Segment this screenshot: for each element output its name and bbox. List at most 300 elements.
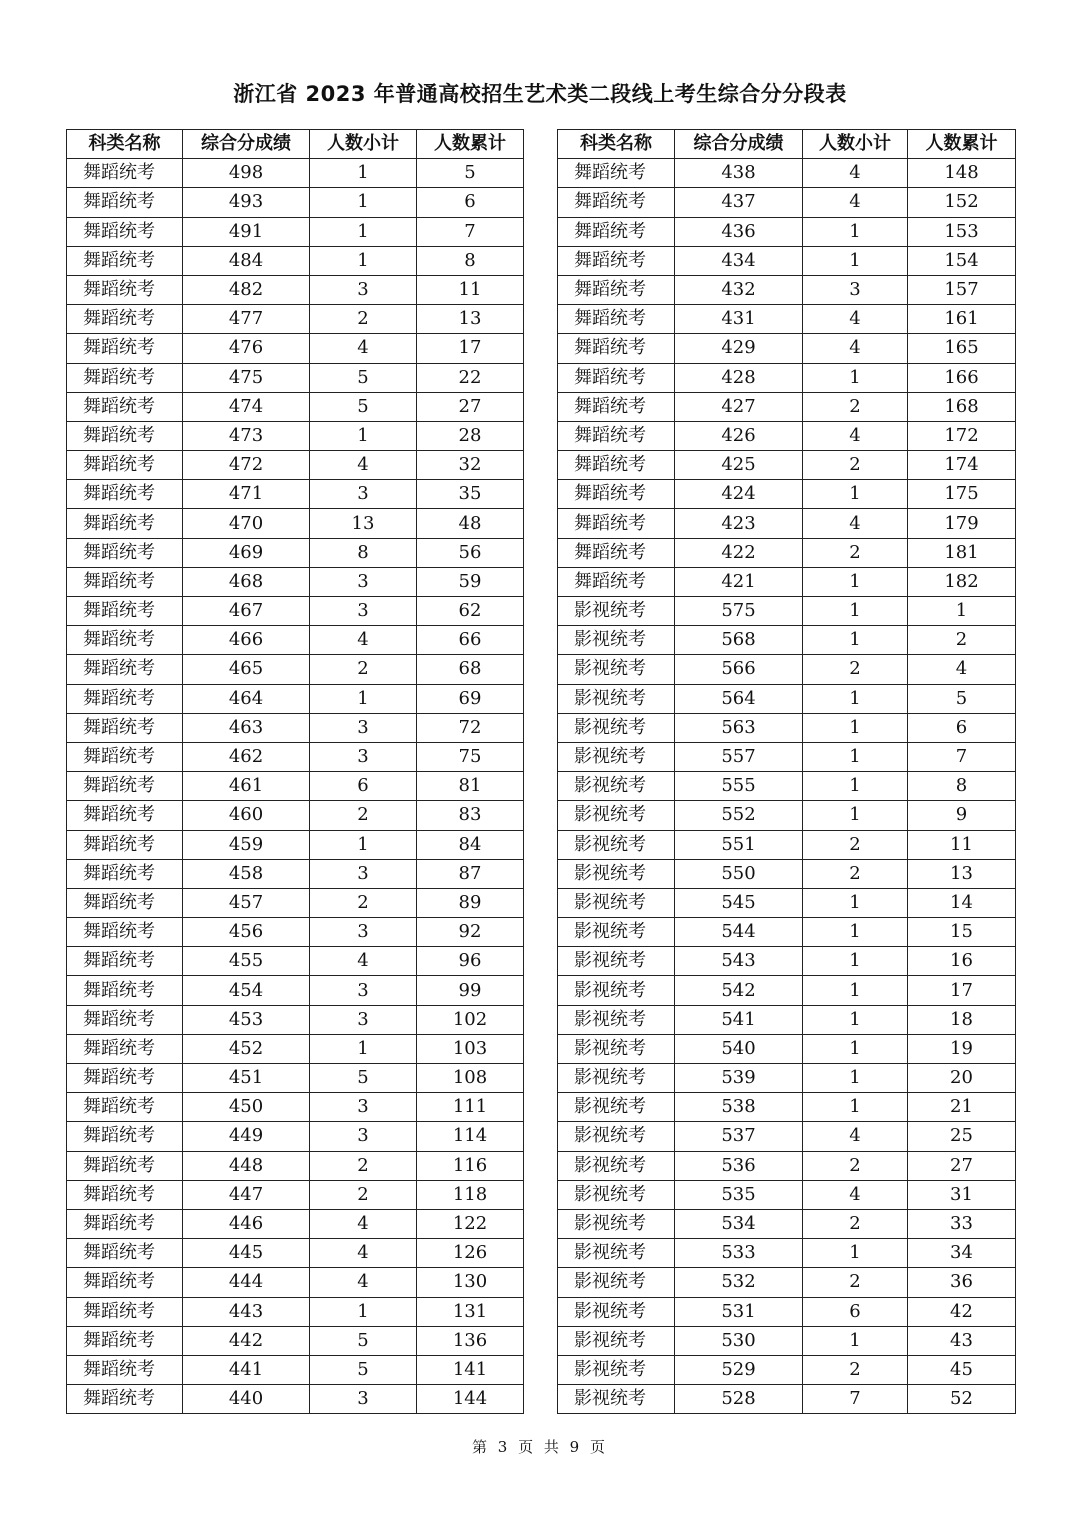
- score-cell: 424: [675, 480, 803, 509]
- cumulative-cell: 122: [417, 1209, 524, 1238]
- category-cell: 舞蹈统考: [67, 742, 183, 771]
- score-cell: 475: [183, 363, 310, 392]
- cumulative-cell: 2: [908, 626, 1016, 655]
- cumulative-cell: 87: [417, 859, 524, 888]
- cumulative-cell: 152: [908, 188, 1016, 217]
- score-cell: 464: [183, 684, 310, 713]
- score-cell: 429: [675, 334, 803, 363]
- category-cell: 影视统考: [558, 1064, 675, 1093]
- table-row: [558, 363, 1016, 392]
- count-cell: 1: [803, 1093, 908, 1122]
- table-row: [67, 1385, 524, 1414]
- table-row: [67, 830, 524, 859]
- header-cumulative: 人数累计: [417, 130, 524, 159]
- count-cell: 1: [310, 1297, 417, 1326]
- cumulative-cell: 154: [908, 246, 1016, 275]
- cumulative-cell: 181: [908, 538, 1016, 567]
- score-cell: 466: [183, 626, 310, 655]
- table-row: [558, 684, 1016, 713]
- count-cell: 2: [310, 655, 417, 684]
- table-row: [67, 1326, 524, 1355]
- category-cell: 影视统考: [558, 1151, 675, 1180]
- score-cell: 537: [675, 1122, 803, 1151]
- count-cell: 2: [803, 538, 908, 567]
- category-cell: 影视统考: [558, 1180, 675, 1209]
- header-count: 人数小计: [803, 130, 908, 159]
- score-cell: 441: [183, 1355, 310, 1384]
- category-cell: 舞蹈统考: [558, 246, 675, 275]
- category-cell: 影视统考: [558, 1297, 675, 1326]
- category-cell: 舞蹈统考: [558, 509, 675, 538]
- category-cell: 舞蹈统考: [558, 334, 675, 363]
- score-cell: 564: [675, 684, 803, 713]
- category-cell: 舞蹈统考: [67, 947, 183, 976]
- cumulative-cell: 83: [417, 801, 524, 830]
- cumulative-cell: 52: [908, 1385, 1016, 1414]
- count-cell: 1: [803, 742, 908, 771]
- cumulative-cell: 8: [417, 246, 524, 275]
- table-row: [558, 1151, 1016, 1180]
- category-cell: 舞蹈统考: [67, 480, 183, 509]
- cumulative-cell: 69: [417, 684, 524, 713]
- cumulative-cell: 35: [417, 480, 524, 509]
- score-cell: 440: [183, 1385, 310, 1414]
- cumulative-cell: 175: [908, 480, 1016, 509]
- table-row: [67, 1180, 524, 1209]
- table-row: [67, 305, 524, 334]
- score-cell: 533: [675, 1239, 803, 1268]
- table-row: [67, 742, 524, 771]
- cumulative-cell: 11: [417, 275, 524, 304]
- cumulative-cell: 7: [908, 742, 1016, 771]
- cumulative-cell: 56: [417, 538, 524, 567]
- category-cell: 舞蹈统考: [558, 567, 675, 596]
- table-row: [558, 1297, 1016, 1326]
- count-cell: 2: [803, 655, 908, 684]
- count-cell: 1: [803, 772, 908, 801]
- count-cell: 4: [803, 305, 908, 334]
- score-cell: 425: [675, 451, 803, 480]
- category-cell: 影视统考: [558, 1326, 675, 1355]
- category-cell: 影视统考: [558, 597, 675, 626]
- category-cell: 舞蹈统考: [67, 1122, 183, 1151]
- category-cell: 舞蹈统考: [67, 1268, 183, 1297]
- category-cell: 影视统考: [558, 947, 675, 976]
- table-row: [558, 1268, 1016, 1297]
- table-row: [558, 1385, 1016, 1414]
- score-cell: 552: [675, 801, 803, 830]
- cumulative-cell: 21: [908, 1093, 1016, 1122]
- count-cell: 2: [803, 859, 908, 888]
- category-cell: 舞蹈统考: [67, 1180, 183, 1209]
- cumulative-cell: 62: [417, 597, 524, 626]
- count-cell: 2: [803, 451, 908, 480]
- category-cell: 影视统考: [558, 976, 675, 1005]
- score-cell: 482: [183, 275, 310, 304]
- count-cell: 5: [310, 1064, 417, 1093]
- table-row: [558, 597, 1016, 626]
- cumulative-cell: 130: [417, 1268, 524, 1297]
- table-row: [558, 538, 1016, 567]
- cumulative-cell: 11: [908, 830, 1016, 859]
- table-header-row: [558, 130, 1016, 159]
- cumulative-cell: 34: [908, 1239, 1016, 1268]
- category-cell: 舞蹈统考: [558, 480, 675, 509]
- table-row: [67, 334, 524, 363]
- category-cell: 舞蹈统考: [558, 217, 675, 246]
- count-cell: 5: [310, 1326, 417, 1355]
- score-cell: 471: [183, 480, 310, 509]
- count-cell: 3: [310, 275, 417, 304]
- cumulative-cell: 103: [417, 1034, 524, 1063]
- score-cell: 448: [183, 1151, 310, 1180]
- table-row: [558, 1064, 1016, 1093]
- count-cell: 1: [803, 246, 908, 275]
- count-cell: 1: [803, 597, 908, 626]
- category-cell: 舞蹈统考: [67, 246, 183, 275]
- category-cell: 影视统考: [558, 1034, 675, 1063]
- score-cell: 452: [183, 1034, 310, 1063]
- count-cell: 2: [310, 305, 417, 334]
- cumulative-cell: 144: [417, 1385, 524, 1414]
- category-cell: 舞蹈统考: [558, 392, 675, 421]
- cumulative-cell: 36: [908, 1268, 1016, 1297]
- category-cell: 影视统考: [558, 1093, 675, 1122]
- cumulative-cell: 96: [417, 947, 524, 976]
- table-row: [67, 1355, 524, 1384]
- cumulative-cell: 27: [417, 392, 524, 421]
- count-cell: 4: [803, 509, 908, 538]
- score-cell: 465: [183, 655, 310, 684]
- cumulative-cell: 4: [908, 655, 1016, 684]
- score-table-left: [66, 129, 524, 1414]
- count-cell: 1: [803, 1239, 908, 1268]
- cumulative-cell: 31: [908, 1180, 1016, 1209]
- score-cell: 445: [183, 1239, 310, 1268]
- cumulative-cell: 108: [417, 1064, 524, 1093]
- count-cell: 3: [803, 275, 908, 304]
- table-row: [67, 1209, 524, 1238]
- table-row: [558, 888, 1016, 917]
- table-row: [67, 538, 524, 567]
- table-row: [67, 275, 524, 304]
- table-row: [558, 801, 1016, 830]
- count-cell: 1: [310, 830, 417, 859]
- page-footer: 第 3 页 共 9 页: [472, 1438, 608, 1456]
- score-cell: 543: [675, 947, 803, 976]
- score-cell: 449: [183, 1122, 310, 1151]
- category-cell: 影视统考: [558, 1122, 675, 1151]
- score-cell: 530: [675, 1326, 803, 1355]
- table-row: [67, 772, 524, 801]
- table-row: [558, 859, 1016, 888]
- category-cell: 影视统考: [558, 859, 675, 888]
- category-cell: 影视统考: [558, 684, 675, 713]
- cumulative-cell: 14: [908, 888, 1016, 917]
- score-cell: 467: [183, 597, 310, 626]
- category-cell: 影视统考: [558, 713, 675, 742]
- category-cell: 舞蹈统考: [558, 421, 675, 450]
- count-cell: 2: [803, 1151, 908, 1180]
- cumulative-cell: 66: [417, 626, 524, 655]
- category-cell: 舞蹈统考: [67, 713, 183, 742]
- cumulative-cell: 148: [908, 159, 1016, 188]
- cumulative-cell: 75: [417, 742, 524, 771]
- cumulative-cell: 102: [417, 1005, 524, 1034]
- cumulative-cell: 153: [908, 217, 1016, 246]
- table-row: [558, 392, 1016, 421]
- header-count: 人数小计: [310, 130, 417, 159]
- cumulative-cell: 161: [908, 305, 1016, 334]
- page-title: 浙江省 2023 年普通高校招生艺术类二段线上考生综合分分段表: [233, 82, 847, 106]
- table-row: [558, 830, 1016, 859]
- score-cell: 423: [675, 509, 803, 538]
- cumulative-cell: 8: [908, 772, 1016, 801]
- count-cell: 3: [310, 597, 417, 626]
- cumulative-cell: 32: [417, 451, 524, 480]
- count-cell: 4: [803, 334, 908, 363]
- category-cell: 舞蹈统考: [67, 188, 183, 217]
- table-row: [558, 188, 1016, 217]
- count-cell: 5: [310, 392, 417, 421]
- cumulative-cell: 6: [417, 188, 524, 217]
- header-score: 综合分成绩: [183, 130, 310, 159]
- table-row: [67, 1151, 524, 1180]
- header-category: 科类名称: [67, 130, 183, 159]
- category-cell: 舞蹈统考: [67, 1064, 183, 1093]
- count-cell: 4: [310, 947, 417, 976]
- count-cell: 1: [803, 363, 908, 392]
- cumulative-cell: 81: [417, 772, 524, 801]
- score-cell: 555: [675, 772, 803, 801]
- category-cell: 舞蹈统考: [67, 801, 183, 830]
- category-cell: 影视统考: [558, 888, 675, 917]
- score-cell: 541: [675, 1005, 803, 1034]
- cumulative-cell: 168: [908, 392, 1016, 421]
- category-cell: 舞蹈统考: [67, 772, 183, 801]
- count-cell: 4: [310, 1268, 417, 1297]
- score-cell: 568: [675, 626, 803, 655]
- score-cell: 468: [183, 567, 310, 596]
- count-cell: 1: [803, 888, 908, 917]
- score-cell: 472: [183, 451, 310, 480]
- count-cell: 2: [803, 1268, 908, 1297]
- count-cell: 1: [310, 246, 417, 275]
- category-cell: 舞蹈统考: [67, 918, 183, 947]
- score-cell: 431: [675, 305, 803, 334]
- score-cell: 531: [675, 1297, 803, 1326]
- count-cell: 4: [803, 421, 908, 450]
- table-row: [67, 159, 524, 188]
- cumulative-cell: 116: [417, 1151, 524, 1180]
- cumulative-cell: 45: [908, 1355, 1016, 1384]
- score-cell: 542: [675, 976, 803, 1005]
- score-cell: 469: [183, 538, 310, 567]
- category-cell: 舞蹈统考: [558, 188, 675, 217]
- cumulative-cell: 1: [908, 597, 1016, 626]
- table-row: [558, 626, 1016, 655]
- table-row: [558, 159, 1016, 188]
- category-cell: 舞蹈统考: [558, 305, 675, 334]
- cumulative-cell: 42: [908, 1297, 1016, 1326]
- table-row: [558, 246, 1016, 275]
- category-cell: 舞蹈统考: [67, 1005, 183, 1034]
- score-cell: 545: [675, 888, 803, 917]
- category-cell: 影视统考: [558, 1209, 675, 1238]
- table-row: [67, 1122, 524, 1151]
- cumulative-cell: 157: [908, 275, 1016, 304]
- score-cell: 474: [183, 392, 310, 421]
- cumulative-cell: 141: [417, 1355, 524, 1384]
- score-cell: 498: [183, 159, 310, 188]
- cumulative-cell: 25: [908, 1122, 1016, 1151]
- table-row: [558, 1209, 1016, 1238]
- count-cell: 1: [803, 1005, 908, 1034]
- cumulative-cell: 182: [908, 567, 1016, 596]
- count-cell: 7: [803, 1385, 908, 1414]
- score-table-right: [557, 129, 1016, 1414]
- table-row: [558, 509, 1016, 538]
- score-cell: 454: [183, 976, 310, 1005]
- count-cell: 1: [803, 976, 908, 1005]
- score-cell: 426: [675, 421, 803, 450]
- category-cell: 舞蹈统考: [67, 305, 183, 334]
- score-cell: 473: [183, 421, 310, 450]
- cumulative-cell: 114: [417, 1122, 524, 1151]
- table-row: [67, 859, 524, 888]
- count-cell: 6: [803, 1297, 908, 1326]
- count-cell: 1: [310, 421, 417, 450]
- table-row: [558, 1355, 1016, 1384]
- cumulative-cell: 111: [417, 1093, 524, 1122]
- count-cell: 2: [803, 1355, 908, 1384]
- score-cell: 427: [675, 392, 803, 421]
- count-cell: 2: [310, 801, 417, 830]
- category-cell: 舞蹈统考: [558, 363, 675, 392]
- table-row: [67, 188, 524, 217]
- count-cell: 3: [310, 742, 417, 771]
- cumulative-cell: 18: [908, 1005, 1016, 1034]
- table-row: [67, 480, 524, 509]
- category-cell: 影视统考: [558, 772, 675, 801]
- cumulative-cell: 89: [417, 888, 524, 917]
- count-cell: 4: [310, 334, 417, 363]
- score-cell: 432: [675, 275, 803, 304]
- cumulative-cell: 59: [417, 567, 524, 596]
- cumulative-cell: 17: [908, 976, 1016, 1005]
- score-cell: 462: [183, 742, 310, 771]
- cumulative-cell: 131: [417, 1297, 524, 1326]
- category-cell: 舞蹈统考: [67, 1355, 183, 1384]
- cumulative-cell: 165: [908, 334, 1016, 363]
- score-cell: 443: [183, 1297, 310, 1326]
- table-row: [558, 655, 1016, 684]
- category-cell: 舞蹈统考: [67, 509, 183, 538]
- category-cell: 舞蹈统考: [67, 567, 183, 596]
- count-cell: 2: [803, 392, 908, 421]
- table-row: [67, 655, 524, 684]
- count-cell: 1: [803, 918, 908, 947]
- category-cell: 舞蹈统考: [67, 859, 183, 888]
- category-cell: 影视统考: [558, 801, 675, 830]
- score-cell: 557: [675, 742, 803, 771]
- table-row: [558, 1180, 1016, 1209]
- table-row: [558, 217, 1016, 246]
- count-cell: 6: [310, 772, 417, 801]
- table-row: [67, 509, 524, 538]
- table-row: [558, 976, 1016, 1005]
- table-row: [67, 567, 524, 596]
- table-row: [558, 334, 1016, 363]
- count-cell: 4: [310, 451, 417, 480]
- category-cell: 影视统考: [558, 1385, 675, 1414]
- count-cell: 2: [803, 830, 908, 859]
- category-cell: 舞蹈统考: [67, 421, 183, 450]
- category-cell: 舞蹈统考: [67, 159, 183, 188]
- count-cell: 4: [310, 1239, 417, 1268]
- table-row: [67, 1093, 524, 1122]
- table-row: [558, 275, 1016, 304]
- category-cell: 影视统考: [558, 830, 675, 859]
- cumulative-cell: 84: [417, 830, 524, 859]
- count-cell: 8: [310, 538, 417, 567]
- score-cell: 529: [675, 1355, 803, 1384]
- table-row: [67, 1034, 524, 1063]
- cumulative-cell: 48: [417, 509, 524, 538]
- table-row: [67, 888, 524, 917]
- cumulative-cell: 9: [908, 801, 1016, 830]
- score-cell: 493: [183, 188, 310, 217]
- score-cell: 476: [183, 334, 310, 363]
- cumulative-cell: 13: [908, 859, 1016, 888]
- score-cell: 538: [675, 1093, 803, 1122]
- score-cell: 438: [675, 159, 803, 188]
- table-row: [67, 1005, 524, 1034]
- cumulative-cell: 15: [908, 918, 1016, 947]
- table-row: [558, 1122, 1016, 1151]
- count-cell: 1: [803, 801, 908, 830]
- score-cell: 450: [183, 1093, 310, 1122]
- count-cell: 1: [803, 1034, 908, 1063]
- category-cell: 舞蹈统考: [67, 1297, 183, 1326]
- count-cell: 1: [803, 626, 908, 655]
- category-cell: 影视统考: [558, 1355, 675, 1384]
- category-cell: 舞蹈统考: [67, 888, 183, 917]
- table-row: [558, 305, 1016, 334]
- score-cell: 491: [183, 217, 310, 246]
- score-cell: 436: [675, 217, 803, 246]
- category-cell: 舞蹈统考: [67, 655, 183, 684]
- score-cell: 434: [675, 246, 803, 275]
- score-cell: 534: [675, 1209, 803, 1238]
- score-cell: 455: [183, 947, 310, 976]
- count-cell: 4: [803, 1180, 908, 1209]
- table-row: [558, 451, 1016, 480]
- score-cell: 539: [675, 1064, 803, 1093]
- cumulative-cell: 19: [908, 1034, 1016, 1063]
- table-row: [67, 801, 524, 830]
- count-cell: 1: [803, 217, 908, 246]
- header-cumulative: 人数累计: [908, 130, 1016, 159]
- count-cell: 1: [803, 480, 908, 509]
- category-cell: 舞蹈统考: [67, 684, 183, 713]
- table-row: [558, 480, 1016, 509]
- table-header-row: [67, 130, 524, 159]
- table-row: [67, 246, 524, 275]
- table-row: [558, 713, 1016, 742]
- score-cell: 540: [675, 1034, 803, 1063]
- score-cell: 551: [675, 830, 803, 859]
